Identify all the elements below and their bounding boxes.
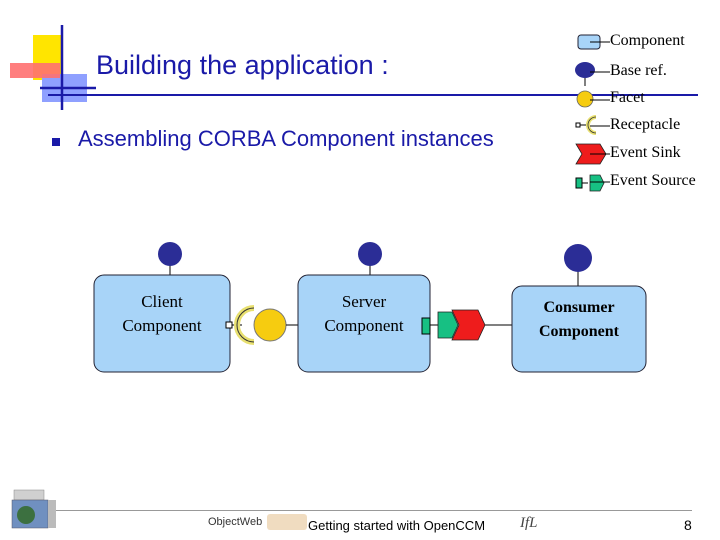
legend-event-sink-label: Event Sink [610, 144, 681, 161]
bullet-marker [52, 138, 60, 146]
legend-component-label: Component [610, 32, 685, 49]
legend-event-source-label: Event Source [610, 172, 696, 189]
server-component-label: Server Component [324, 292, 404, 335]
legend-facet-label: Facet [610, 89, 645, 106]
bullet-text: Assembling CORBA Component instances [78, 126, 494, 151]
legend-receptacle-label: Receptacle [610, 116, 681, 133]
legend-leaders [590, 30, 610, 200]
legend-base-ref-label: Base ref. [610, 62, 667, 79]
ifl-logo: IfL [520, 515, 538, 531]
page-number: 8 [684, 517, 692, 533]
objectweb-logo: ObjectWeb [208, 514, 307, 530]
inria-logo [10, 488, 58, 530]
corner-decoration [0, 0, 100, 115]
client-base-ref [158, 242, 182, 266]
consumer-base-ref [564, 244, 592, 272]
client-receptacle [237, 308, 254, 342]
footer-rule [52, 510, 692, 511]
legend-event-source-plug [576, 178, 582, 188]
server-base-ref [358, 242, 382, 266]
client-component-label: Client Component [122, 292, 202, 335]
server-facet [254, 309, 286, 341]
legend-receptacle-plug [576, 123, 580, 127]
slide-title: Building the application : [96, 50, 389, 80]
consumer-component-label: Consumer Component [538, 299, 619, 340]
footer-text: Getting started with OpenCCM [308, 518, 486, 533]
